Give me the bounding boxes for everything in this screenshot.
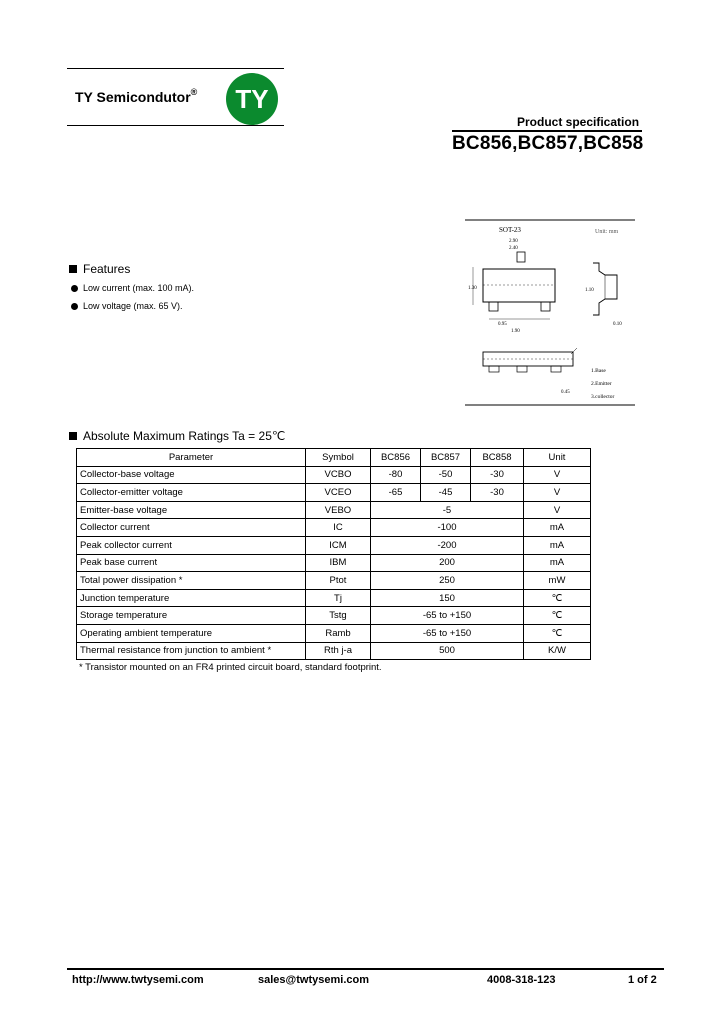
param-cell: Junction temperature	[77, 589, 306, 607]
header-cell: Parameter	[77, 449, 306, 467]
registered-mark: ®	[190, 87, 198, 97]
doc-type: Product specification	[517, 115, 640, 129]
round-bullet-icon	[71, 303, 78, 310]
value-cell: -30	[471, 484, 524, 502]
feature-text: Low current (max. 100 mA).	[83, 283, 195, 293]
param-cell: Emitter-base voltage	[77, 501, 306, 519]
title-rule	[452, 130, 642, 132]
table-row	[77, 642, 591, 660]
table-row	[77, 624, 591, 642]
dim-label: 1.30	[468, 286, 477, 291]
features-heading	[69, 262, 130, 276]
symbol-cell: Ramb	[306, 624, 371, 642]
symbol-cell: ICM	[306, 536, 371, 554]
table-row	[77, 466, 591, 484]
pin-label: 3.collector	[591, 394, 615, 400]
dim-label: 2.40	[509, 246, 518, 251]
dim-label: 2.90	[509, 239, 518, 244]
symbol-cell: VCEO	[306, 484, 371, 502]
part-numbers: BC856,BC857,BC858	[452, 133, 644, 154]
unit-cell: V	[524, 501, 591, 519]
footer-email-link[interactable]: sales@twtysemi.com	[258, 974, 369, 986]
symbol-cell: IBM	[306, 554, 371, 572]
header-cell: BC856	[371, 449, 421, 467]
dim-label: 0.10	[613, 322, 622, 327]
ratings-title: Absolute Maximum Ratings Ta = 25℃	[83, 429, 286, 443]
header-bottom-rule	[67, 125, 284, 126]
package-unit: Unit: mm	[595, 229, 619, 235]
header-cell: BC857	[421, 449, 471, 467]
param-cell: Storage temperature	[77, 607, 306, 625]
table-row	[77, 589, 591, 607]
symbol-cell: VEBO	[306, 501, 371, 519]
square-bullet-icon	[69, 432, 77, 440]
param-cell: Peak base current	[77, 554, 306, 572]
dim-label: 1.10	[585, 288, 594, 293]
feature-text: Low voltage (max. 65 V).	[83, 301, 183, 311]
footer-phone: 4008-318-123	[487, 974, 556, 986]
header-cell: BC858	[471, 449, 524, 467]
company-name-text: TY Semicondutor	[75, 89, 191, 105]
value-cell: -65 to +150	[371, 607, 524, 625]
value-cell: -50	[421, 466, 471, 484]
square-bullet-icon	[69, 265, 77, 273]
symbol-cell: IC	[306, 519, 371, 537]
value-cell: -5	[371, 501, 524, 519]
footer-website-link[interactable]: http://www.twtysemi.com	[72, 974, 204, 986]
param-cell: Thermal resistance from junction to ambient *	[77, 642, 306, 660]
pin-label: 1.Base	[591, 368, 606, 374]
value-cell: -30	[471, 466, 524, 484]
table-row	[77, 519, 591, 537]
table-header-row	[77, 449, 591, 467]
value-cell: 250	[371, 572, 524, 590]
param-cell: Collector-emitter voltage	[77, 484, 306, 502]
unit-cell: V	[524, 466, 591, 484]
header-cell: Symbol	[306, 449, 371, 467]
logo-text: TY	[235, 84, 269, 114]
unit-cell: ℃	[524, 589, 591, 607]
header-cell: Unit	[524, 449, 591, 467]
param-cell: Collector current	[77, 519, 306, 537]
round-bullet-icon	[71, 285, 78, 292]
value-cell: 200	[371, 554, 524, 572]
features-title: Features	[83, 262, 131, 276]
footer-rule	[67, 968, 664, 970]
unit-cell: K/W	[524, 642, 591, 660]
unit-cell: mW	[524, 572, 591, 590]
company-name	[75, 89, 197, 105]
unit-cell: mA	[524, 519, 591, 537]
value-cell: 150	[371, 589, 524, 607]
value-cell: -100	[371, 519, 524, 537]
symbol-cell: Rth j-a	[306, 642, 371, 660]
table-row	[77, 572, 591, 590]
package-drawing	[465, 219, 635, 406]
unit-cell: ℃	[524, 607, 591, 625]
table-row	[77, 607, 591, 625]
symbol-cell: Tstg	[306, 607, 371, 625]
value-cell: 500	[371, 642, 524, 660]
param-cell: Peak collector current	[77, 536, 306, 554]
dim-label: 0.45	[561, 390, 570, 395]
dim-label: 1.90	[511, 329, 520, 334]
symbol-cell: Tj	[306, 589, 371, 607]
param-cell: Total power dissipation *	[77, 572, 306, 590]
pin-label: 2.Emitter	[591, 381, 612, 387]
unit-cell: V	[524, 484, 591, 502]
feature-item	[71, 283, 194, 293]
value-cell: -80	[371, 466, 421, 484]
ratings-heading	[69, 429, 285, 443]
feature-item	[71, 301, 183, 311]
table-row	[77, 536, 591, 554]
ty-logo	[226, 73, 278, 125]
page-number: 1 of 2	[628, 974, 657, 986]
unit-cell: mA	[524, 536, 591, 554]
header-top-rule	[67, 68, 284, 69]
package-name: SOT-23	[499, 226, 521, 234]
unit-cell: mA	[524, 554, 591, 572]
unit-cell: ℃	[524, 624, 591, 642]
table-row	[77, 501, 591, 519]
symbol-cell: VCBO	[306, 466, 371, 484]
param-cell: Operating ambient temperature	[77, 624, 306, 642]
value-cell: -200	[371, 536, 524, 554]
value-cell: -65	[371, 484, 421, 502]
table-row	[77, 554, 591, 572]
table-footnote: * Transistor mounted on an FR4 printed circuit board, standard footprint.	[79, 662, 382, 673]
value-cell: -45	[421, 484, 471, 502]
value-cell: -65 to +150	[371, 624, 524, 642]
symbol-cell: Ptot	[306, 572, 371, 590]
dim-label: 0.95	[498, 322, 507, 327]
param-cell: Collector-base voltage	[77, 466, 306, 484]
table-row	[77, 484, 591, 502]
ratings-table	[76, 448, 591, 660]
